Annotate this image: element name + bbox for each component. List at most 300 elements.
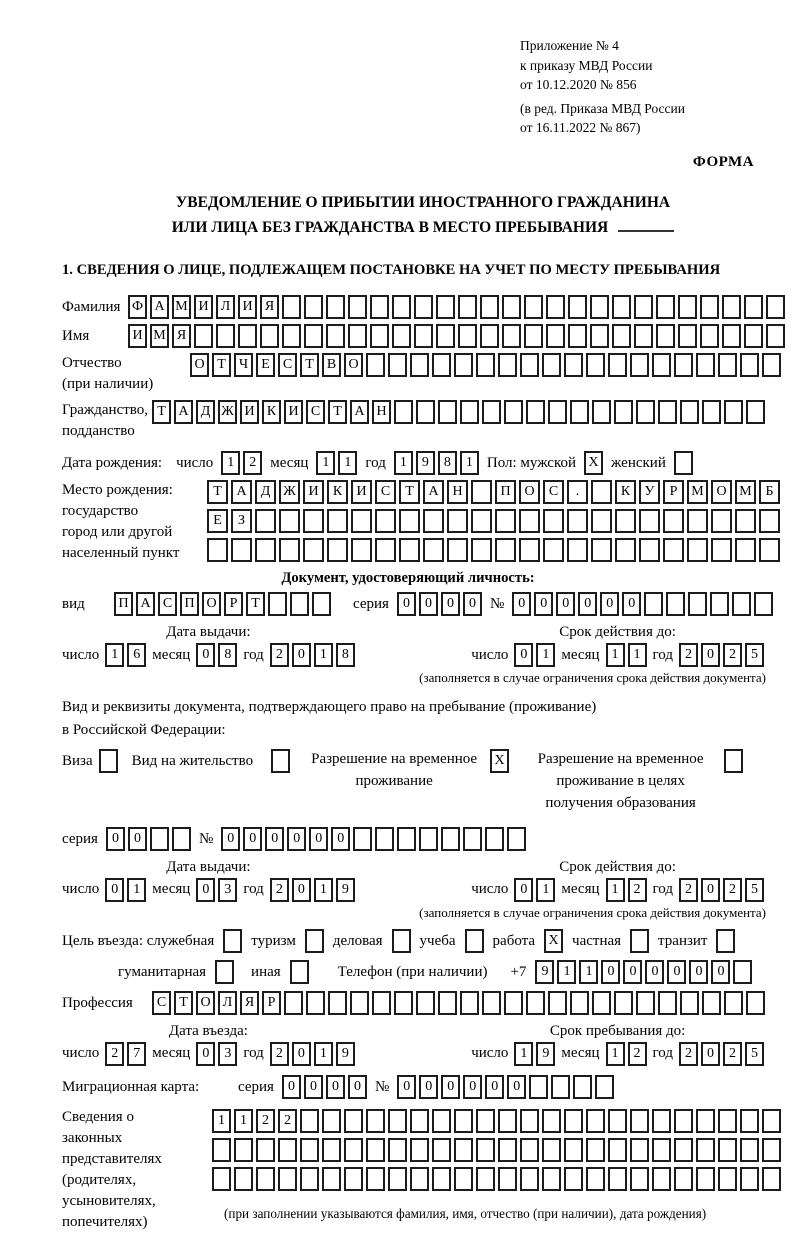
visa-option [62,749,118,773]
birth-place-cells-2 [207,509,780,533]
char-cell: 1 [394,451,413,475]
char-cell [278,1167,297,1191]
char-cell: Ж [218,400,237,424]
char-cell [495,538,516,562]
temp-residence-option [304,749,509,793]
char-cell: 0 [689,960,708,984]
validity-note: (заполняется в случае ограничения срока действия документа) [419,670,766,686]
char-cell [485,827,504,851]
birth-place-cells-3 [207,538,780,562]
char-cell: У [639,480,660,504]
char-cell: 1 [105,643,124,667]
char-cell: С [306,400,325,424]
char-cell [388,353,407,377]
char-cell [591,509,612,533]
char-cell [366,1138,385,1162]
char-cell: И [194,295,213,319]
birth-date-row [62,451,784,475]
char-cell: 0 [701,643,720,667]
birth-month-cells [316,451,357,475]
char-cell: Д [196,400,215,424]
char-cell [524,324,543,348]
day-label: число [62,881,100,898]
char-cell [630,1109,649,1133]
char-cell [327,509,348,533]
month-label: месяц [152,646,191,663]
char-cell [710,592,729,616]
purpose-official-label: Цель въезда: служебная [62,932,215,949]
stay-valid-group [471,859,764,902]
char-cell [762,353,781,377]
char-cell [458,295,477,319]
char-cell: А [423,480,444,504]
char-cell: 0 [623,960,642,984]
char-cell [410,353,429,377]
purpose-work-label: работа [492,932,536,949]
phone-cells [535,960,752,984]
entry-day [105,1042,146,1066]
char-cell: 2 [723,878,742,902]
char-cell: 2 [270,1042,289,1066]
char-cell [344,1167,363,1191]
temp-residence-checkbox [490,749,509,773]
char-cell: 1 [579,960,598,984]
char-cell [268,592,287,616]
purpose-other-checkbox [290,960,309,984]
char-cell [326,295,345,319]
char-cell [573,1075,592,1099]
char-cell [724,991,743,1015]
purpose-row [62,929,784,953]
temp-residence-label: Разрешение на временное проживание [311,751,478,790]
char-cell [520,1109,539,1133]
char-cell [630,1167,649,1191]
char-cell: Р [663,480,684,504]
temp-residence-edu-option [523,749,743,814]
char-cell [432,353,451,377]
char-cell [546,324,565,348]
char-cell [700,295,719,319]
char-cell [608,1138,627,1162]
migration-number-label: № [374,1078,390,1095]
char-cell: Я [240,991,259,1015]
char-cell: 1 [316,451,335,475]
char-cell: 0 [282,1075,301,1099]
char-cell [482,991,501,1015]
char-cell: З [231,509,252,533]
char-cell: 6 [127,643,146,667]
char-cell [722,324,741,348]
char-cell [570,400,589,424]
char-cell [740,353,759,377]
char-cell [498,353,517,377]
title-line-1: УВЕДОМЛЕНИЕ О ПРИБЫТИИ ИНОСТРАННОГО ГРАЖДАНИНА [175,193,671,211]
char-cell [680,991,699,1015]
char-cell: Я [172,324,191,348]
char-cell [630,1138,649,1162]
char-cell [476,1109,495,1133]
char-cell [766,324,785,348]
representatives-block [62,1107,784,1233]
char-cell [666,592,685,616]
char-cell [370,295,389,319]
char-cell [255,509,276,533]
char-cell: 1 [460,451,479,475]
char-cell: 0 [326,1075,345,1099]
char-cell [674,353,693,377]
purpose-study-checkbox [465,929,484,953]
char-cell [416,400,435,424]
citizenship-label: Гражданство, подданство [62,402,149,440]
char-cell: 2 [105,1042,124,1066]
char-cell [652,1138,671,1162]
char-cell [454,1167,473,1191]
char-cell [586,353,605,377]
char-cell [639,509,660,533]
month-label: месяц [561,881,600,898]
day-label: число [176,455,214,472]
char-cell: 0 [667,960,686,984]
patronymic-label: Отчество (при наличии) [62,355,154,393]
char-cell: 2 [243,451,262,475]
purpose-private-checkbox [630,929,649,953]
char-cell: 9 [336,878,355,902]
char-cell [194,324,213,348]
char-cell [471,538,492,562]
month-label: месяц [270,455,309,472]
stay-issue-month [196,878,237,902]
char-cell: С [158,592,177,616]
char-cell: 0 [128,827,147,851]
validity-note: (заполняется в случае ограничения срока действия документа) [419,904,766,920]
char-cell: 0 [292,1042,311,1066]
char-cell: С [278,353,297,377]
appendix-header [520,36,770,138]
char-cell [674,1138,693,1162]
year-label: год [365,455,386,472]
char-cell: О [344,353,363,377]
char-cell [542,353,561,377]
stay-issue-day [105,878,146,902]
char-cell [568,295,587,319]
char-cell [441,827,460,851]
char-cell [529,1075,548,1099]
char-cell: Т [300,353,319,377]
char-cell [303,538,324,562]
char-cell [375,827,394,851]
year-label: год [652,1045,673,1062]
char-cell: 2 [723,643,742,667]
entry-date-heading: Дата въезда: [168,1022,248,1039]
char-cell [432,1138,451,1162]
char-cell: С [152,991,171,1015]
char-cell [432,1109,451,1133]
char-cell [702,400,721,424]
char-cell: 2 [256,1109,275,1133]
char-cell: 0 [514,878,533,902]
char-cell [644,592,663,616]
phone-label: Телефон (при наличии) [337,963,488,980]
char-cell: 0 [701,878,720,902]
stay-until-heading: Срок пребывания до: [549,1022,686,1039]
char-cell [279,538,300,562]
char-cell: П [114,592,133,616]
title-line-2: ИЛИ ЛИЦА БЕЗ ГРАЖДАНСТВА В МЕСТО ПРЕБЫВАНИЯ [62,216,784,241]
char-cell: 2 [270,878,289,902]
profession-cells [152,991,765,1015]
char-cell [634,324,653,348]
patronymic-note: (при наличии) [62,376,154,393]
char-cell [746,400,765,424]
char-cell: 2 [723,1042,742,1066]
char-cell: И [284,400,303,424]
char-cell [656,295,675,319]
char-cell: Р [262,991,281,1015]
char-cell [350,991,369,1015]
char-cell: 0 [419,1075,438,1099]
char-cell: Т [174,991,193,1015]
char-cell: Р [224,592,243,616]
identity-valid-day [514,643,555,667]
char-cell [652,353,671,377]
char-cell [394,400,413,424]
char-cell: 0 [601,960,620,984]
char-cell [546,295,565,319]
char-cell [465,929,484,953]
char-cell: 3 [218,878,237,902]
year-label: год [652,646,673,663]
sex-male-checkbox [584,451,603,475]
char-cell: Е [207,509,228,533]
char-cell [520,353,539,377]
purpose-other-label: иная [251,963,281,980]
month-label: месяц [152,1045,191,1062]
char-cell: 2 [679,878,698,902]
char-cell: Л [216,295,235,319]
char-cell [724,400,743,424]
char-cell: 2 [628,1042,647,1066]
char-cell: 0 [556,592,575,616]
char-cell: X [544,929,563,953]
purpose-private-label: частная [572,932,622,949]
char-cell: 3 [218,1042,237,1066]
char-cell [388,1167,407,1191]
char-cell: Я [260,295,279,319]
char-cell [740,1167,759,1191]
char-cell: А [136,592,155,616]
char-cell [711,538,732,562]
char-cell [366,1167,385,1191]
char-cell [663,509,684,533]
residence-permit-checkbox [271,749,290,773]
char-cell [696,1138,715,1162]
char-cell [548,991,567,1015]
identity-issue-month [196,643,237,667]
char-cell [410,1109,429,1133]
char-cell [212,1167,231,1191]
char-cell [303,509,324,533]
char-cell [568,324,587,348]
char-cell [366,1109,385,1133]
char-cell: 0 [287,827,306,851]
char-cell: М [687,480,708,504]
char-cell [592,991,611,1015]
char-cell: 1 [221,451,240,475]
purpose-official-checkbox [223,929,242,953]
char-cell [348,295,367,319]
char-cell: И [303,480,324,504]
char-cell [372,991,391,1015]
char-cell [438,400,457,424]
char-cell: 8 [218,643,237,667]
char-cell [564,1109,583,1133]
char-cell [279,509,300,533]
char-cell [172,827,191,851]
stay-doc-line1: Вид и реквизиты документа, подтверждающего право на пребывание (проживание) [62,699,597,716]
char-cell [304,295,323,319]
char-cell [255,538,276,562]
appendix-line: от 10.12.2020 № 856 [520,77,637,93]
stay-number-cells [221,827,526,851]
char-cell [480,295,499,319]
stay-doc-intro [62,696,784,741]
char-cell [658,991,677,1015]
migration-number-cells [397,1075,614,1099]
char-cell [414,324,433,348]
char-cell [762,1109,781,1133]
char-cell: О [711,480,732,504]
char-cell: 9 [336,1042,355,1066]
char-cell [754,592,773,616]
edition-line: от 16.11.2022 № 867) [520,120,641,136]
birth-year-cells [394,451,479,475]
char-cell: П [180,592,199,616]
char-cell: 2 [278,1109,297,1133]
char-cell [502,324,521,348]
char-cell [543,538,564,562]
char-cell [388,1138,407,1162]
char-cell: Б [759,480,780,504]
char-cell: М [172,295,191,319]
char-cell: Т [399,480,420,504]
char-cell [447,538,468,562]
char-cell [652,1109,671,1133]
char-cell [718,1138,737,1162]
valid-until-heading: Срок действия до: [559,624,676,641]
char-cell [722,295,741,319]
given-name-cells [128,324,785,348]
char-cell: 0 [534,592,553,616]
migration-card-label: Миграционная карта: [62,1078,200,1095]
char-cell [322,1167,341,1191]
char-cell [366,353,385,377]
issue-date-heading: Дата выдачи: [166,858,251,875]
char-cell: 7 [127,1042,146,1066]
birth-date-label: Дата рождения: [62,455,163,472]
char-cell: В [322,353,341,377]
char-cell: 0 [243,827,262,851]
purpose-tourism-label: туризм [251,932,296,949]
char-cell: 0 [419,592,438,616]
migration-series-cells [282,1075,367,1099]
temp-residence-edu-label: Разрешение на временное проживание в целях получения образования [537,751,704,811]
char-cell [630,353,649,377]
entry-dates [62,1023,784,1066]
char-cell [278,1138,297,1162]
char-cell [595,1075,614,1099]
char-cell [463,827,482,851]
edition-line: (в ред. Приказа МВД России [520,100,685,116]
char-cell: 1 [314,643,333,667]
identity-valid-year [679,643,764,667]
char-cell [454,353,473,377]
char-cell: 1 [212,1109,231,1133]
char-cell [592,400,611,424]
char-cell [542,1138,561,1162]
char-cell [639,538,660,562]
char-cell [328,991,347,1015]
char-cell [634,295,653,319]
char-cell: К [615,480,636,504]
purpose-business-label: деловая [332,932,383,949]
char-cell [207,538,228,562]
birth-day-cells [221,451,262,475]
char-cell [614,991,633,1015]
char-cell [680,400,699,424]
char-cell: 8 [438,451,457,475]
char-cell: 1 [557,960,576,984]
char-cell: 1 [628,643,647,667]
stay-until-day [514,1042,555,1066]
given-name-label: Имя [62,328,90,345]
char-cell: С [543,480,564,504]
char-cell: М [735,480,756,504]
doc-number-label: № [489,596,505,613]
char-cell [688,592,707,616]
char-cell [223,929,242,953]
stay-doc-dates [62,859,784,902]
char-cell: Т [207,480,228,504]
char-cell: Д [255,480,276,504]
char-cell [392,295,411,319]
profession-label: Профессия [62,994,133,1011]
char-cell [344,1138,363,1162]
year-label: год [243,881,264,898]
char-cell [215,960,234,984]
char-cell: X [584,451,603,475]
char-cell [290,592,309,616]
char-cell [658,400,677,424]
char-cell [238,324,257,348]
char-cell: А [174,400,193,424]
char-cell: 0 [397,1075,416,1099]
char-cell [630,929,649,953]
char-cell: И [238,295,257,319]
char-cell [586,1138,605,1162]
identity-valid-group [471,624,764,667]
identity-issue-group [62,624,355,667]
representatives-cells-3 [212,1167,781,1191]
char-cell: 0 [265,827,284,851]
char-cell [419,827,438,851]
char-cell [150,827,169,851]
purpose-humanitarian-label: гуманитарная [118,963,207,980]
stay-doc-series-row [62,827,784,851]
residence-permit-option [132,749,290,773]
char-cell [460,400,479,424]
char-cell [746,991,765,1015]
patronymic-row [62,353,784,395]
